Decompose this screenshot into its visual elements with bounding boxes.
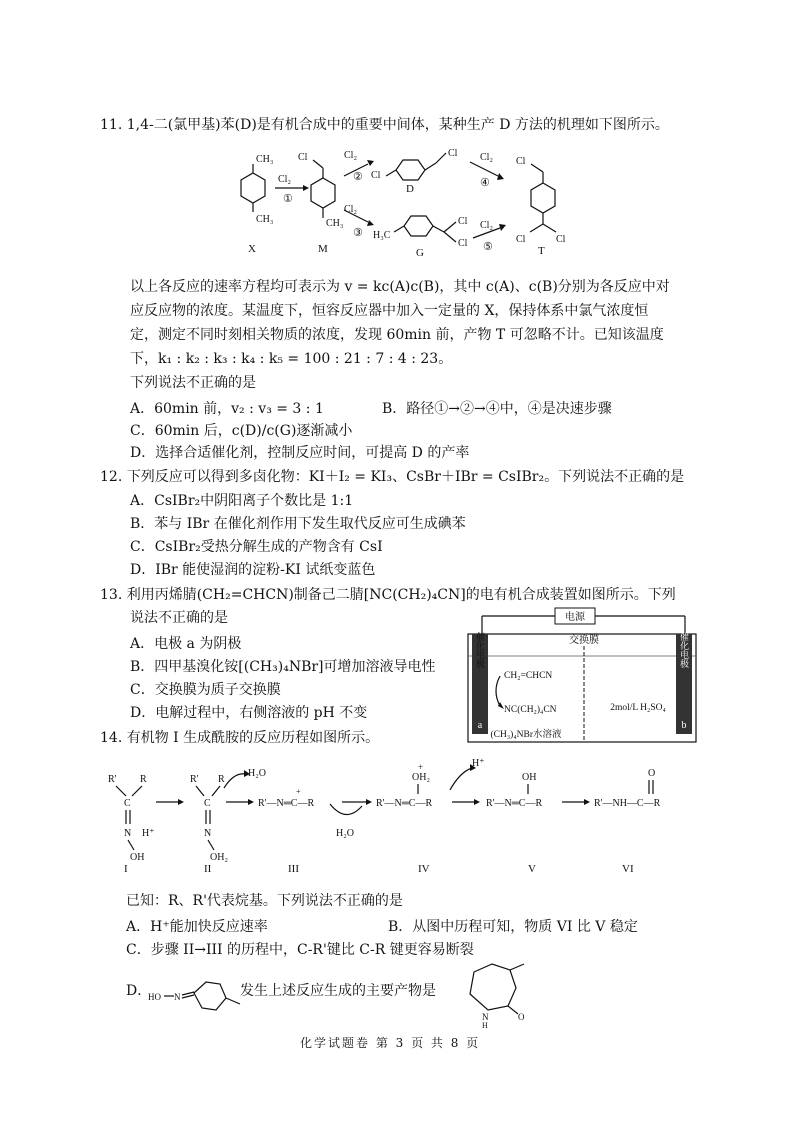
svg-text:H₂O: H₂O [248, 768, 266, 779]
q11-option-c: C．60min 后，c(D)/c(G)逐渐减小 [130, 423, 353, 439]
q11-prompt: 下列说法不正确的是 [130, 375, 256, 391]
compound-g [373, 216, 468, 259]
right-electrode-label: 催化电极 [679, 632, 689, 668]
svg-text:VI: VI [622, 863, 634, 875]
electrode-a-label: a [477, 720, 483, 731]
svg-text:T: T [538, 245, 545, 257]
right-solution-label: 2mol/L H₂SO₄ [610, 703, 666, 713]
svg-text:Cl₂: Cl₂ [480, 220, 493, 231]
q12-option-b: B．苯与 IBr 在催化剂作用下发生取代反应可生成碘苯 [130, 516, 466, 532]
q14-stem: 14. 有机物 I 生成酰胺的反应历程如图所示。 [100, 730, 380, 746]
svg-text:Cl: Cl [458, 238, 468, 249]
compound-d [371, 148, 458, 195]
q11-mechanism-scheme [218, 148, 738, 258]
compound-t [516, 156, 566, 257]
compound-i [108, 774, 155, 875]
compound-iv [376, 762, 432, 875]
q12-option-c: C．CsIBr₂受热分解生成的产物含有 CsI [130, 539, 383, 555]
svg-text:R'—N═C—R: R'—N═C—R [258, 798, 315, 809]
exchange-membrane-label: 交换膜 [569, 635, 599, 646]
svg-text:V: V [528, 863, 536, 875]
svg-text:Cl₂: Cl₂ [480, 152, 493, 163]
svg-text:CH₃: CH₃ [256, 154, 274, 165]
q14-option-c: C．步骤 II→III 的历程中，C-R'键比 C-R 键更容易断裂 [126, 942, 474, 958]
svg-text:Cl₂: Cl₂ [344, 204, 357, 215]
svg-text:C: C [124, 798, 131, 809]
q11-option-d: D．选择合适催化剂，控制反应时间，可提高 D 的产率 [130, 445, 470, 461]
compound-iii [258, 787, 314, 875]
svg-text:R: R [218, 774, 225, 785]
svg-text:OH₂: OH₂ [210, 852, 228, 863]
svg-text:II: II [204, 863, 212, 875]
svg-text:CH₃: CH₃ [326, 218, 344, 229]
svg-text:R: R [140, 774, 147, 785]
svg-text:R': R' [190, 774, 199, 785]
svg-text:G: G [416, 247, 424, 259]
svg-text:IV: IV [418, 863, 430, 875]
svg-text:M: M [318, 243, 328, 255]
svg-text:Cl: Cl [516, 156, 526, 167]
left-solution-label: (CH₃)₄NBr水溶液 [490, 730, 562, 740]
q11-body-line: 定，测定不同时刻相关物质的浓度，发现 60min 前，产物 T 可忽略不计。已知该温度 [130, 327, 664, 343]
svg-text:⑤: ⑤ [483, 241, 493, 253]
q12-stem: 12. 下列反应可以得到多卤化物：KI＋I₂ = KI₃、CsBr＋IBr = CsIBr₂。下列说法不正确的是 [100, 469, 685, 485]
compound-ii [190, 774, 228, 875]
q14-option-d-prefix: D． [126, 983, 152, 999]
svg-text:+: + [418, 762, 424, 772]
svg-text:Cl: Cl [458, 216, 468, 227]
svg-text:Cl: Cl [516, 234, 526, 245]
svg-text:H⁺: H⁺ [472, 758, 485, 769]
q12-option-d: D．IBr 能使湿润的淀粉-KI 试纸变蓝色 [130, 562, 376, 578]
product-label: NC(CH₂)₄CN [504, 705, 557, 715]
q13-option-b: B．四甲基溴化铵[(CH₃)₄NBr]可增加溶液导电性 [130, 659, 436, 675]
svg-text:N: N [204, 828, 212, 839]
svg-text:O: O [648, 768, 656, 779]
q11-stem: 11. 1,4-二(氯甲基)苯(D)是有机合成中的重要中间体，某种生产 D 方法的机理如下图所示。 [100, 117, 669, 133]
q14-option-d-text: 发生上述反应生成的主要产物是 [240, 983, 436, 999]
compound-m [298, 152, 343, 255]
q11-body-line: 下，k₁ : k₂ : k₃ : k₄ : k₅ = 100 : 21 : 7 : 4 : 23。 [130, 351, 453, 367]
svg-text:Cl: Cl [556, 234, 566, 245]
q14-option-a: A．H⁺能加快反应速率 [126, 919, 268, 935]
svg-text:OH₂: OH₂ [412, 772, 430, 783]
q13-option-c: C．交换膜为质子交换膜 [130, 682, 281, 698]
svg-text:②: ② [353, 171, 363, 183]
svg-text:Cl: Cl [298, 152, 308, 163]
svg-text:Cl: Cl [371, 170, 381, 181]
amide-mechanism-scheme [100, 754, 700, 874]
q14-known: 已知：R、R'代表烷基。下列说法不正确的是 [126, 893, 403, 909]
q13-option-d: D．电解过程中，右侧溶液的 pH 不变 [130, 705, 368, 721]
compound-x [241, 154, 273, 255]
compound-v [486, 772, 542, 875]
reactant-label: CH₂=CHCN [504, 671, 553, 681]
svg-text:HO: HO [148, 992, 161, 1002]
q11-option-a: A．60min 前，v₂ : v₃ = 3 : 1 [130, 401, 324, 417]
svg-text:H⁺: H⁺ [142, 828, 155, 839]
svg-text:R'—NH—C—R: R'—NH—C—R [594, 798, 661, 809]
svg-text:OH: OH [130, 852, 145, 863]
svg-text:III: III [288, 863, 299, 875]
svg-text:+: + [296, 787, 301, 796]
svg-text:D: D [406, 183, 414, 195]
power-supply-label: 电源 [565, 612, 585, 623]
compound-vi [594, 768, 661, 875]
svg-text:I: I [124, 863, 128, 875]
electrolysis-apparatus [462, 606, 702, 746]
svg-text:N: N [482, 1012, 489, 1022]
svg-text:H₃C: H₃C [373, 230, 391, 241]
svg-text:R': R' [108, 774, 117, 785]
svg-text:N: N [174, 992, 181, 1002]
svg-text:①: ① [283, 193, 293, 205]
svg-text:④: ④ [480, 177, 490, 189]
svg-text:R'—N═C—R: R'—N═C—R [376, 798, 433, 809]
svg-text:N: N [124, 828, 132, 839]
q11-body-line: 应反应物的浓度。某温度下，恒容反应器中加入一定量的 X，保持体系中氯气浓度恒 [130, 303, 649, 319]
svg-text:CH₃: CH₃ [256, 214, 274, 225]
svg-text:X: X [248, 243, 256, 255]
q13-stem-cont: 说法不正确的是 [130, 610, 228, 626]
svg-text:③: ③ [353, 227, 363, 239]
left-electrode-label: 催化电极 [475, 632, 485, 668]
svg-text:C: C [204, 798, 211, 809]
q13-option-a: A．电极 a 为阴极 [130, 636, 242, 652]
lactam-product-structure [454, 958, 544, 1030]
svg-text:H₂O: H₂O [336, 828, 354, 839]
svg-text:OH: OH [522, 772, 537, 783]
page-footer: 化学试题卷 第 3 页 共 8 页 [300, 1036, 481, 1050]
svg-text:R'—N═C—R: R'—N═C—R [486, 798, 543, 809]
svg-text:Cl₂: Cl₂ [344, 150, 357, 161]
q14-option-b: B．从图中历程可知，物质 VI 比 V 稳定 [388, 919, 638, 935]
svg-text:O: O [518, 1012, 525, 1022]
electrode-b-label: b [681, 720, 687, 731]
q11-option-b: B．路径①→②→④中，④是决速步骤 [382, 401, 612, 417]
svg-text:Cl: Cl [448, 148, 458, 159]
svg-text:Cl₂: Cl₂ [278, 174, 291, 185]
q12-option-a: A．CsIBr₂中阴阳离子个数比是 1:1 [130, 493, 354, 509]
svg-text:H: H [482, 1021, 488, 1030]
q13-stem: 13. 利用丙烯腈(CH₂=CHCN)制备己二腈[NC(CH₂)₄CN]的电有机合成装置如图所示。下列 [100, 587, 676, 603]
q11-body-line: 以上各反应的速率方程均可表示为 v = kc(A)c(B)，其中 c(A)、c(B)分别为各反应中对 [130, 279, 670, 295]
